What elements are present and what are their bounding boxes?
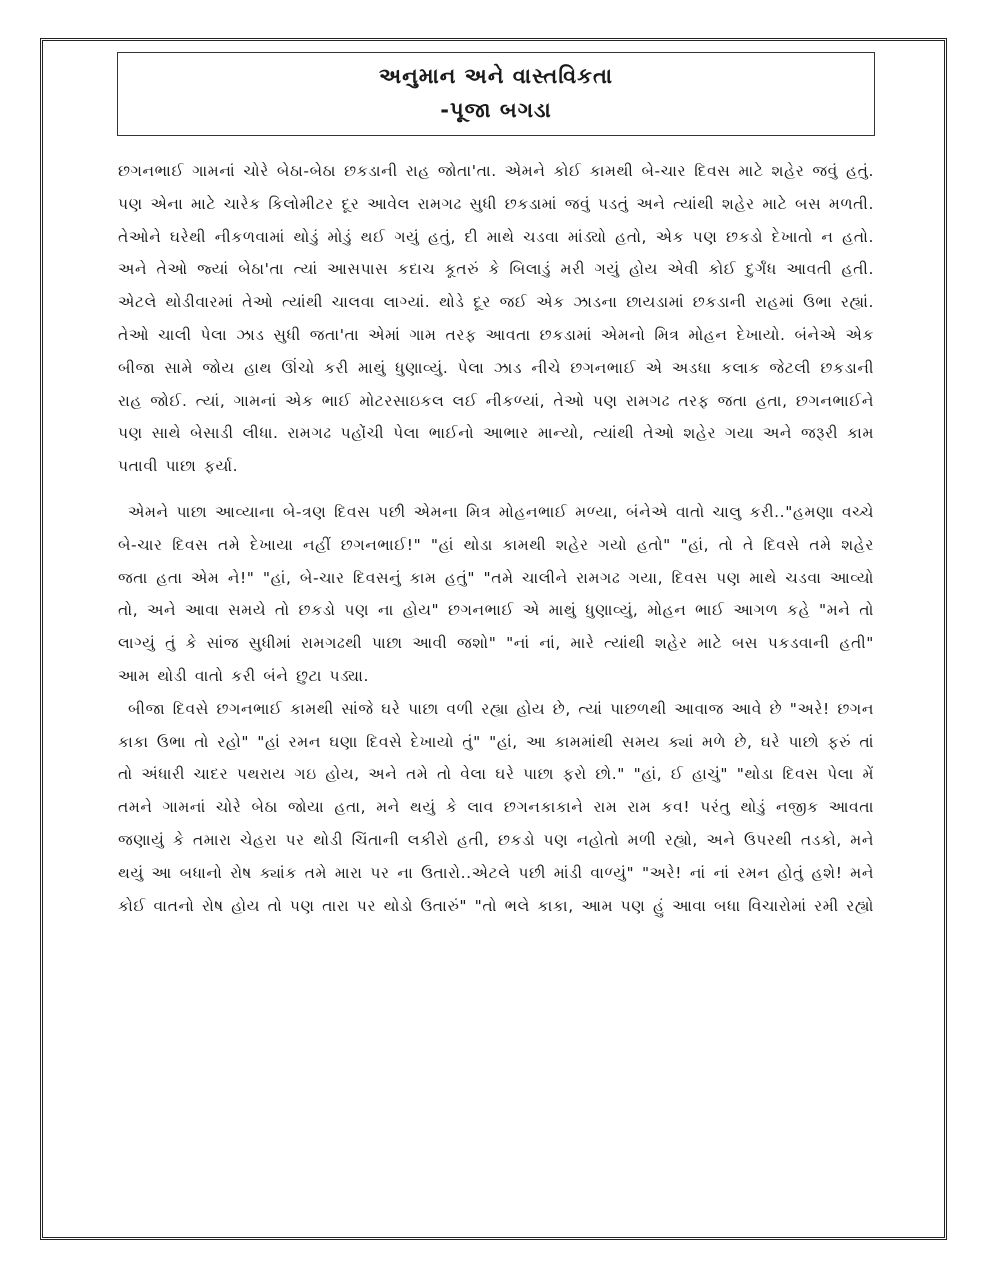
- paragraph: એમને પાછા આવ્યાના બે-ત્રણ દિવસ પછી એમના મિત્ર મોહનભાઈ મળ્યા, બંનેએ વાતો ચાલુ કરી.."હમણા વચ્ચે બે-ચાર દિવસ તમે દેખાયા નહીં છગનભાઈ!" "હાં થોડા કામથી શહેર ગયો હતો" "હાં, તો તે દિવસે તમે શહેર જતા હતા એમ ને!" "હાં, બે-ચાર દિવસનું કામ હતું" "તમે ચાલીને રામગઢ ગયા, દિવસ પણ માથે ચડવા આવ્યો તો, અને આવા સમયે તો છકડો પણ ના હોય" છગનભાઈ એ માથું ધુણાવ્યું, મોહન ભાઈ આગળ કહે "મને તો લાગ્યું તું કે સાંજ સુધીમાં રામગઢથી પાછા આવી જશો" "નાં નાં, મારે ત્યાંથી શહેર માટે બસ પકડવાની હતી" આમ થોડી વાતો કરી બંને છુટા પડ્યા.: [118, 502, 874, 685]
- title-box: [117, 52, 875, 136]
- story-body: [118, 155, 874, 922]
- story-title: અનુમાન અને વાસ્તવિકતા: [378, 64, 614, 88]
- paragraph: છગનભાઈ ગામનાં ચોરે બેઠા-બેઠા છકડાની રાહ જોતા'તા. એમને કોઈ કામથી બે-ચાર દિવસ માટે શહેર જવું હતું. પણ એના માટે ચારેક કિલોમીટર દૂર આવેલ રામગઢ સુધી છકડામાં જવું પડતું અને ત્યાંથી શહેર માટે બસ મળતી. તેઓને ઘરેથી નીકળવામાં થોડું મોડું થઈ ગયું હતું, દી માથે ચડવા માંડ્યો હતો, એક પણ છકડો દેખાતો ન હતો. અને તેઓ જ્યાં બેઠા'તા ત્યાં આસપાસ કદાચ કૂતરું કે બિલાડું મરી ગયું હોય એવી કોઈ દુર્ગંધ આવતી હતી. એટલે થોડીવારમાં તેઓ ત્યાંથી ચાલવા લાગ્યાં. થોડે દૂર જઈ એક ઝાડના છાયડામાં છકડાની રાહમાં ઉભા રહ્યાં. તેઓ ચાલી પેલા ઝાડ સુધી જતા'તા એમાં ગામ તરફ આવતા છકડામાં એમનો મિત્ર મોહન દેખાયો. બંનેએ એક બીજા સામે જોય હાથ ઊંચો કરી માથું ધુણાવ્યું. પેલા ઝાડ નીચે છગનભાઈ એ અડધા કલાક જેટલી છકડાની રાહ જોઈ. ત્યાં, ગામનાં એક ભાઈ મોટરસાઇકલ લઈ નીકળ્યાં, તેઓ પણ રામગઢ તરફ જતા હતા, છગનભાઈને પણ સાથે બેસાડી લીધા. રામગઢ પહોંચી પેલા ભાઈનો આભાર માન્યો, ત્યાંથી તેઓ શહેર ગયા અને જરૂરી કામ પતાવી પાછા ફર્યા.: [118, 162, 875, 476]
- paragraph: બીજા દિવસે છગનભાઈ કામથી સાંજે ઘરે પાછા વળી રહ્યા હોય છે, ત્યાં પાછળથી આવાજ આવે છે "અરે! છગન કાકા ઉભા તો રહો" "હાં રમન ઘણા દિવસે દેખાયો તું" "હાં, આ કામમાંથી સમય ક્યાં મળે છે, ઘરે પાછો ફરું તાં તો અંધારી ચાદર પથરાય ગઇ હોય, અને તમે તો વેલા ઘરે પાછા ફરો છો." "હાં, ઈ હાચું" "થોડા દિવસ પેલા મેં તમને ગામનાં ચોરે બેઠા જોયા હતા, મને થયું કે લાવ છગનકાકાને રામ રામ કવ! પરંતુ થોડું નજીક આવતા જણાયું કે તમારા ચેહરા પર થોડી ચિંતાની લકીરો હતી, છકડો પણ નહોતો મળી રહ્યો, અને ઉપરથી તડકો, મને થયું આ બધાનો રોષ ક્યાંક તમે મારા પર ના ઉતારો..એટલે પછી માંડી વાળ્યું" "અરે! નાં નાં રમન હોતું હશે! મને કોઈ વાતનો રોષ હોય તો પણ તારા પર થોડો ઉતારું" "તો ભલે કાકા, આમ પણ હું આવા બધા વિચારોમાં રમી રહ્યો: [118, 699, 874, 915]
- story-author: -પૂજા બગડા: [440, 98, 552, 122]
